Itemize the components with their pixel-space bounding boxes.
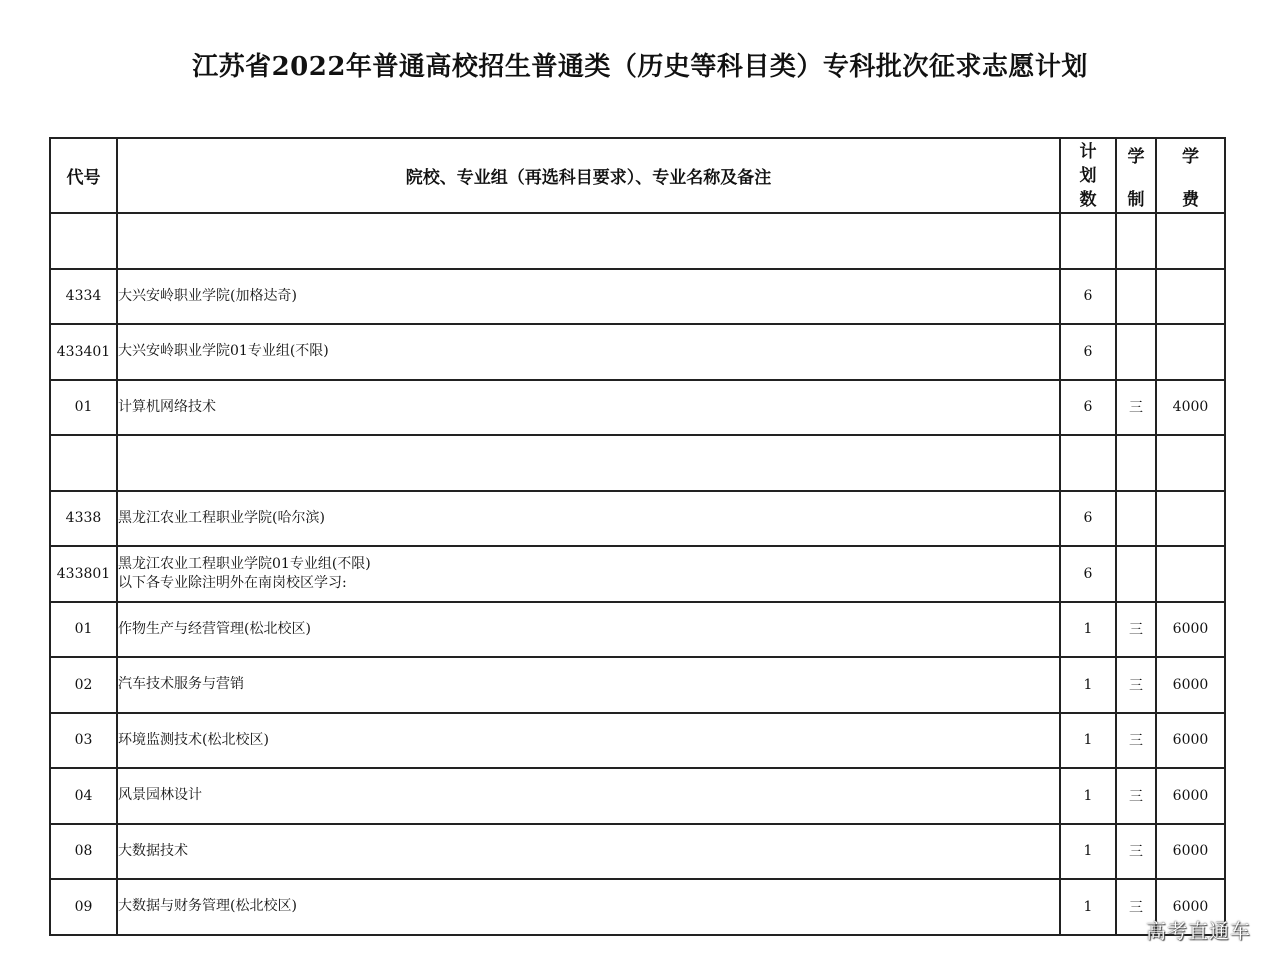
cell-years bbox=[1116, 269, 1156, 325]
cell-name: 环境监测技术(松北校区) bbox=[117, 713, 1060, 769]
page-title: 江苏省2022年普通高校招生普通类（历史等科目类）专科批次征求志愿计划 bbox=[192, 52, 1088, 82]
cell-years bbox=[1116, 491, 1156, 547]
cell-fee bbox=[1156, 324, 1225, 380]
cell-name bbox=[117, 546, 1060, 602]
cell-fee: 6000 bbox=[1156, 768, 1225, 824]
cell-name: 大数据与财务管理(松北校区) bbox=[117, 879, 1060, 935]
cell-plan bbox=[1060, 435, 1116, 491]
table-row bbox=[50, 324, 1225, 380]
cell-fee: 6000 bbox=[1156, 713, 1225, 769]
cell-plan: 1 bbox=[1060, 713, 1116, 769]
cell-code: 08 bbox=[50, 824, 117, 880]
cell-plan: 1 bbox=[1060, 768, 1116, 824]
cell-name: 大数据技术 bbox=[117, 824, 1060, 880]
table-row bbox=[50, 213, 1225, 269]
cell-fee: 6000 bbox=[1156, 879, 1225, 935]
cell-name-text: 黑龙江农业工程职业学院01专业组(不限) bbox=[118, 555, 371, 572]
cell-code: 01 bbox=[50, 380, 117, 436]
cell-name bbox=[117, 435, 1060, 491]
header-plan-char: 划 bbox=[1079, 165, 1097, 186]
header-code: 代号 bbox=[50, 138, 117, 213]
cell-code: 09 bbox=[50, 879, 117, 935]
cell-years bbox=[1116, 324, 1156, 380]
cell-fee bbox=[1156, 491, 1225, 547]
cell-code: 03 bbox=[50, 713, 117, 769]
header-years bbox=[1116, 138, 1156, 213]
cell-code: 02 bbox=[50, 657, 117, 713]
table-row bbox=[50, 657, 1225, 713]
header-years-char: 制 bbox=[1127, 190, 1145, 210]
header-fee-char: 费 bbox=[1182, 190, 1199, 210]
cell-note-text: 以下各专业除注明外在南岗校区学习: bbox=[118, 574, 347, 591]
table-row bbox=[50, 269, 1225, 325]
cell-years: 三 bbox=[1116, 380, 1156, 436]
cell-name: 黑龙江农业工程职业学院(哈尔滨) bbox=[117, 491, 1060, 547]
cell-fee bbox=[1156, 435, 1225, 491]
cell-plan: 1 bbox=[1060, 879, 1116, 935]
cell-code: 433801 bbox=[50, 546, 117, 602]
cell-years: 三 bbox=[1116, 657, 1156, 713]
cell-name: 计算机网络技术 bbox=[117, 380, 1060, 436]
cell-plan: 1 bbox=[1060, 657, 1116, 713]
cell-plan bbox=[1060, 213, 1116, 269]
header-years-char: 学 bbox=[1127, 147, 1145, 167]
table-row bbox=[50, 602, 1225, 658]
cell-plan: 6 bbox=[1060, 546, 1116, 602]
cell-plan: 1 bbox=[1060, 824, 1116, 880]
cell-years bbox=[1116, 213, 1156, 269]
header-plan-char: 计 bbox=[1079, 141, 1097, 162]
cell-name: 作物生产与经营管理(松北校区) bbox=[117, 602, 1060, 658]
cell-name: 风景园林设计 bbox=[117, 768, 1060, 824]
table-row bbox=[50, 435, 1225, 491]
cell-plan: 1 bbox=[1060, 602, 1116, 658]
cell-fee: 4000 bbox=[1156, 380, 1225, 436]
cell-years: 三 bbox=[1116, 602, 1156, 658]
cell-fee: 6000 bbox=[1156, 824, 1225, 880]
cell-name bbox=[117, 213, 1060, 269]
table-row bbox=[50, 768, 1225, 824]
cell-name: 大兴安岭职业学院(加格达奇) bbox=[117, 269, 1060, 325]
header-fee-char: 学 bbox=[1182, 147, 1199, 167]
cell-years: 三 bbox=[1116, 879, 1156, 935]
cell-years: 三 bbox=[1116, 713, 1156, 769]
cell-code: 4338 bbox=[50, 491, 117, 547]
cell-code: 01 bbox=[50, 602, 117, 658]
cell-code: 4334 bbox=[50, 269, 117, 325]
cell-fee: 6000 bbox=[1156, 657, 1225, 713]
header-plan-char: 数 bbox=[1079, 189, 1097, 210]
header-fee bbox=[1156, 138, 1225, 213]
enrollment-plan-table bbox=[49, 137, 1226, 936]
table-row bbox=[50, 491, 1225, 547]
cell-name: 大兴安岭职业学院01专业组(不限) bbox=[117, 324, 1060, 380]
cell-fee: 6000 bbox=[1156, 602, 1225, 658]
cell-plan: 6 bbox=[1060, 269, 1116, 325]
cell-plan: 6 bbox=[1060, 491, 1116, 547]
watermark: 高考直通车 bbox=[1146, 919, 1251, 943]
table-row bbox=[50, 380, 1225, 436]
cell-years: 三 bbox=[1116, 824, 1156, 880]
header-name: 院校、专业组（再选科目要求）、专业名称及备注 bbox=[117, 138, 1060, 213]
table-row bbox=[50, 713, 1225, 769]
cell-code: 04 bbox=[50, 768, 117, 824]
cell-code bbox=[50, 435, 117, 491]
cell-plan: 6 bbox=[1060, 324, 1116, 380]
table-header-row bbox=[50, 138, 1225, 213]
cell-plan: 6 bbox=[1060, 380, 1116, 436]
cell-years: 三 bbox=[1116, 768, 1156, 824]
cell-fee bbox=[1156, 546, 1225, 602]
cell-code bbox=[50, 213, 117, 269]
table-row bbox=[50, 824, 1225, 880]
cell-name: 汽车技术服务与营销 bbox=[117, 657, 1060, 713]
cell-years bbox=[1116, 546, 1156, 602]
cell-fee bbox=[1156, 213, 1225, 269]
cell-years bbox=[1116, 435, 1156, 491]
header-plan bbox=[1060, 138, 1116, 213]
cell-code: 433401 bbox=[50, 324, 117, 380]
table-row bbox=[50, 879, 1225, 935]
cell-fee bbox=[1156, 269, 1225, 325]
table-row bbox=[50, 546, 1225, 602]
